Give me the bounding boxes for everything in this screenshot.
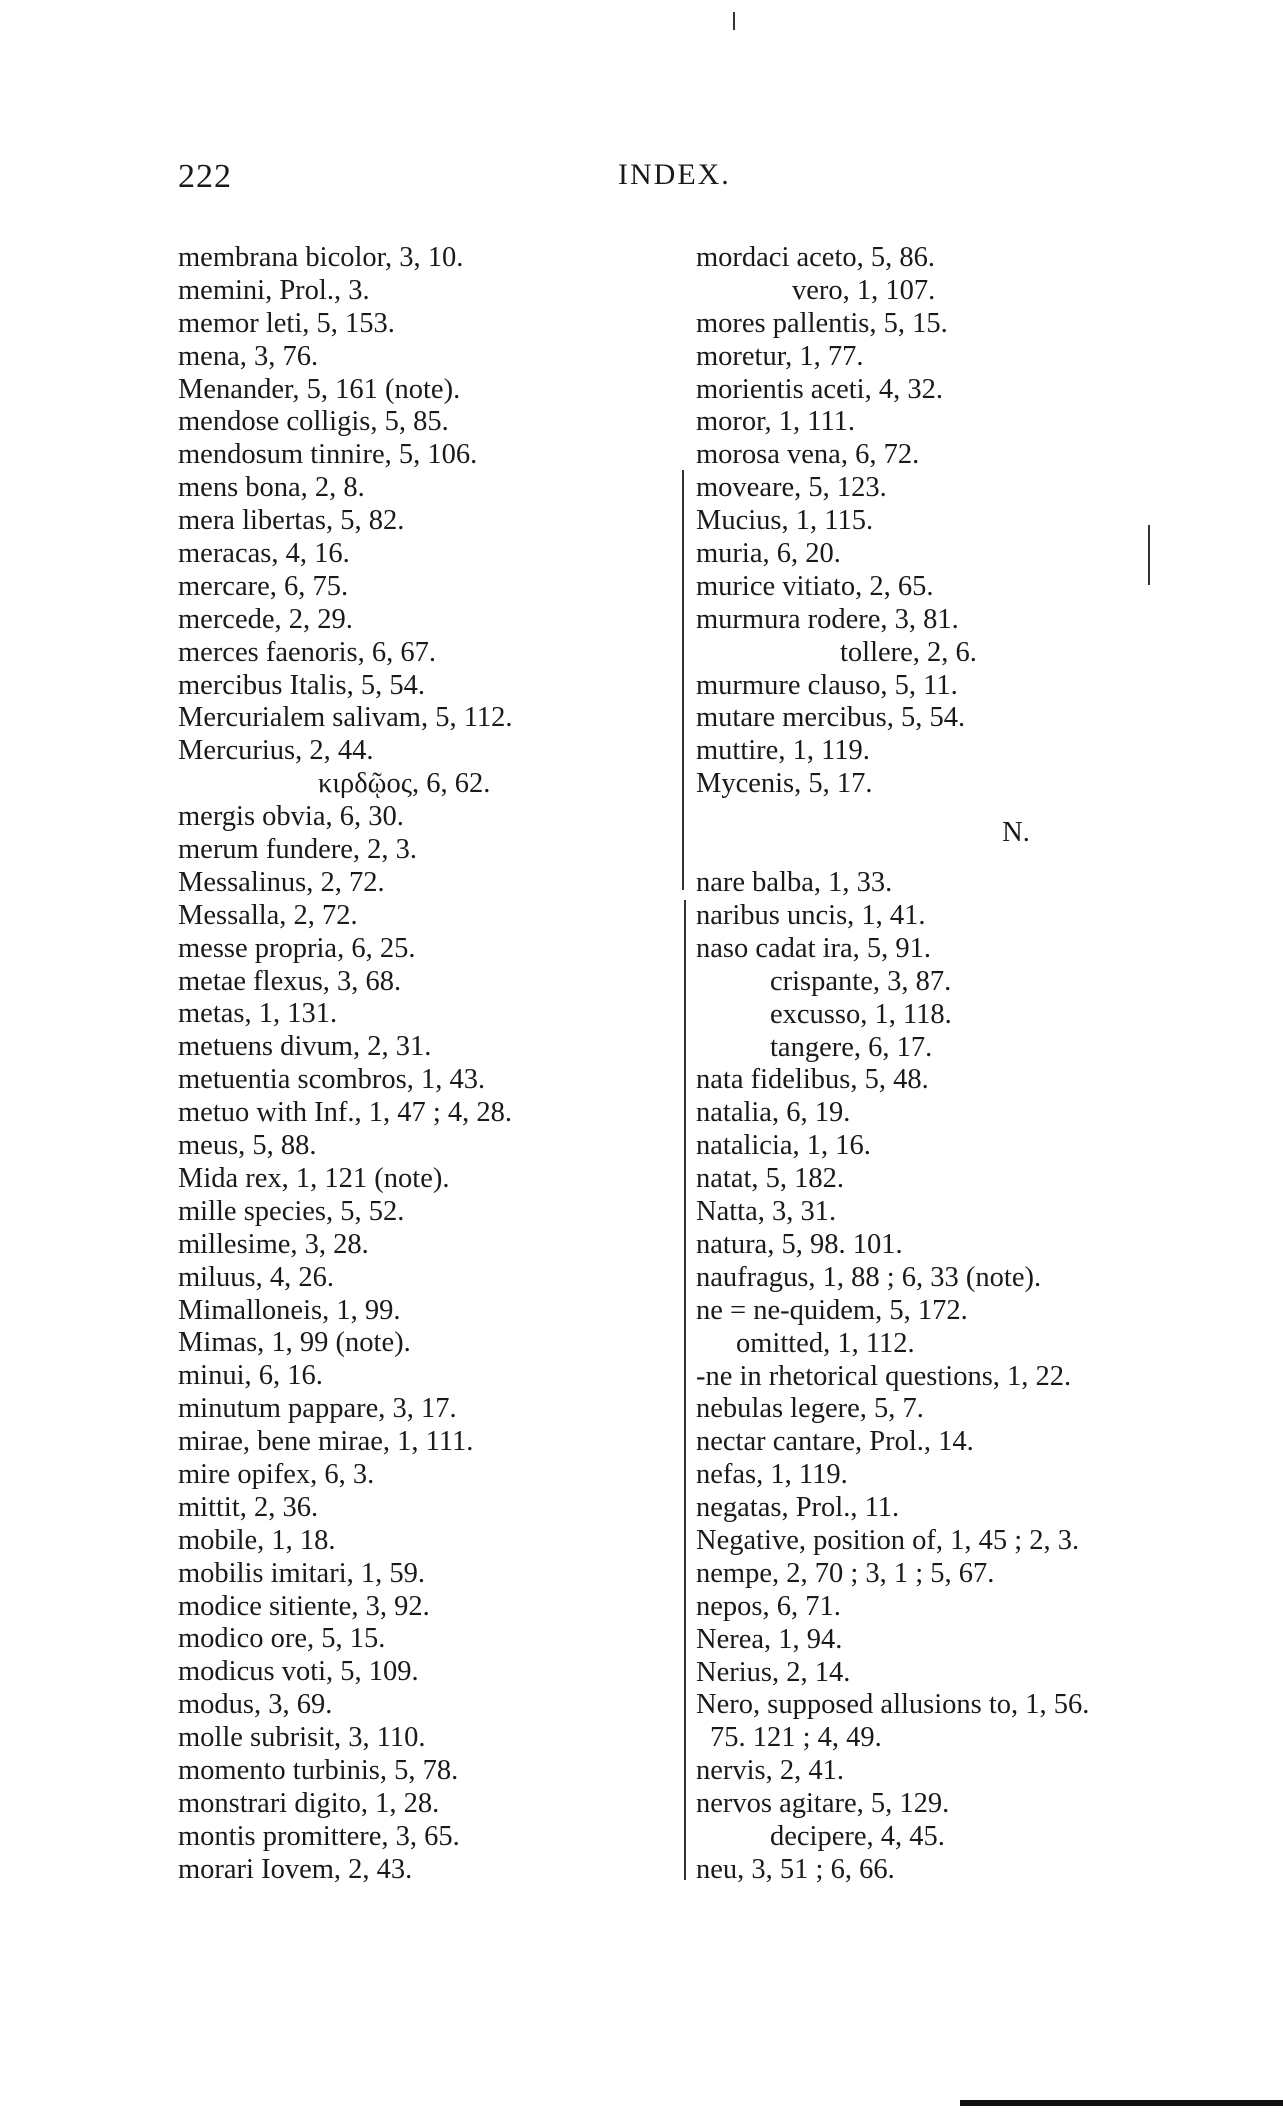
index-entry: muria, 6, 20. — [696, 538, 841, 570]
index-entry: meracas, 4, 16. — [178, 538, 350, 570]
gutter-rule — [684, 900, 686, 1880]
index-entry: monstrari digito, 1, 28. — [178, 1787, 440, 1819]
index-entry: negatas, Prol., 11. — [696, 1492, 900, 1524]
index-entry: miluus, 4, 26. — [178, 1261, 334, 1293]
index-subentry: tollere, 2, 6. — [840, 636, 977, 668]
index-entry: memor leti, 5, 153. — [178, 307, 395, 339]
index-entry: mens bona, 2, 8. — [178, 472, 365, 504]
scan-mark — [733, 12, 735, 30]
index-entry: nervis, 2, 41. — [696, 1755, 845, 1787]
index-entry: naribus uncis, 1, 41. — [696, 900, 926, 932]
index-entry: muttire, 1, 119. — [696, 735, 870, 767]
index-subentry: omitted, 1, 112. — [736, 1327, 915, 1359]
index-entry: nepos, 6, 71. — [696, 1590, 841, 1622]
index-entry: Mucius, 1, 115. — [696, 505, 874, 537]
index-entry: mordaci aceto, 5, 86. — [696, 242, 935, 273]
index-entry: mille species, 5, 52. — [178, 1195, 405, 1227]
index-entry: Mercurialem salivam, 5, 112. — [178, 702, 513, 734]
index-entry: nata fidelibus, 5, 48. — [696, 1064, 929, 1096]
index-entry: Mycenis, 5, 17. — [696, 768, 873, 800]
index-entry: Messalla, 2, 72. — [178, 899, 358, 931]
index-entry: nervos agitare, 5, 129. — [696, 1788, 950, 1820]
index-entry: meus, 5, 88. — [178, 1130, 317, 1162]
index-entry: nectar cantare, Prol., 14. — [696, 1426, 974, 1458]
index-subentry: decipere, 4, 45. — [770, 1820, 945, 1852]
section-heading-n: N. — [1002, 817, 1030, 849]
index-entry: nempe, 2, 70 ; 3, 1 ; 5, 67. — [696, 1557, 995, 1589]
index-entry: merum fundere, 2, 3. — [178, 834, 418, 866]
index-entry: natalicia, 1, 16. — [696, 1130, 871, 1162]
index-entry: Mercurius, 2, 44. — [178, 735, 374, 767]
index-subentry: tangere, 6, 17. — [770, 1031, 933, 1063]
index-entry: nebulas legere, 5, 7. — [696, 1393, 924, 1425]
index-entry: murmura rodere, 3, 81. — [696, 603, 959, 635]
index-entry: modice sitiente, 3, 92. — [178, 1590, 430, 1622]
index-entry: nefas, 1, 119. — [696, 1459, 848, 1491]
index-entry: montis promittere, 3, 65. — [178, 1820, 460, 1852]
index-entry: mercare, 6, 75. — [178, 570, 349, 602]
index-entry: mobilis imitari, 1, 59. — [178, 1557, 425, 1589]
index-entry: modicus voti, 5, 109. — [178, 1656, 419, 1688]
scan-edge — [960, 2100, 1283, 2106]
index-entry: Natta, 3, 31. — [696, 1196, 837, 1228]
index-entry: metae flexus, 3, 68. — [178, 965, 402, 997]
index-entry: nare balba, 1, 33. — [696, 867, 893, 899]
index-entry: mobile, 1, 18. — [178, 1524, 336, 1556]
index-column-right — [696, 242, 1216, 1887]
index-entry: ne = ne-quidem, 5, 172. — [696, 1294, 968, 1326]
index-entry: messe propria, 6, 25. — [178, 932, 416, 964]
index-entry: morari Iovem, 2, 43. — [178, 1853, 413, 1885]
index-entry: mercede, 2, 29. — [178, 603, 353, 635]
index-entry: moretur, 1, 77. — [696, 340, 864, 372]
index-entry: naufragus, 1, 88 ; 6, 33 (note). — [696, 1261, 1042, 1293]
index-entry: Mida rex, 1, 121 (note). — [178, 1162, 450, 1194]
index-entry: mittit, 2, 36. — [178, 1491, 319, 1523]
index-entry-continuation: 75. 121 ; 4, 49. — [710, 1722, 882, 1754]
gutter-rule — [682, 470, 684, 890]
index-entry: molle subrisit, 3, 110. — [178, 1722, 426, 1754]
index-column-left — [178, 242, 658, 1887]
gutter-rule — [1148, 525, 1150, 585]
index-entry: metuentia scombros, 1, 43. — [178, 1064, 486, 1096]
index-entry: Nero, supposed allusions to, 1, 56. — [696, 1689, 1090, 1721]
index-entry: Mimas, 1, 99 (note). — [178, 1327, 411, 1359]
running-head: INDEX. — [618, 158, 731, 191]
index-entry: Messalinus, 2, 72. — [178, 866, 385, 898]
index-entry-greek: κιρδῷος, 6, 62. — [318, 768, 491, 800]
index-entry: -ne in rhetorical questions, 1, 22. — [696, 1360, 1072, 1392]
index-entry: mercibus Italis, 5, 54. — [178, 669, 425, 701]
index-entry: natura, 5, 98. 101. — [696, 1228, 903, 1260]
page-number: 222 — [178, 158, 232, 195]
index-entry: mutare mercibus, 5, 54. — [696, 702, 966, 734]
index-entry: natalia, 6, 19. — [696, 1097, 851, 1129]
index-subentry: excusso, 1, 118. — [770, 998, 952, 1030]
index-entry: Mimalloneis, 1, 99. — [178, 1294, 401, 1326]
index-entry: natat, 5, 182. — [696, 1163, 845, 1195]
index-entry: modus, 3, 69. — [178, 1689, 333, 1721]
index-entry: murmure clauso, 5, 11. — [696, 669, 958, 701]
index-entry: Negative, position of, 1, 45 ; 2, 3. — [696, 1524, 1080, 1556]
index-entry: mendosum tinnire, 5, 106. — [178, 439, 478, 471]
index-entry: momento turbinis, 5, 78. — [178, 1754, 459, 1786]
index-entry: morosa vena, 6, 72. — [696, 439, 920, 471]
index-entry: minui, 6, 16. — [178, 1360, 323, 1392]
index-entry: metuens divum, 2, 31. — [178, 1031, 432, 1063]
index-entry: mores pallentis, 5, 15. — [696, 307, 948, 339]
index-entry: Nerea, 1, 94. — [696, 1623, 843, 1655]
index-entry: membrana bicolor, 3, 10. — [178, 242, 464, 273]
index-entry: mirae, bene mirae, 1, 111. — [178, 1426, 474, 1458]
index-entry: metuo with Inf., 1, 47 ; 4, 28. — [178, 1097, 513, 1129]
index-subentry: crispante, 3, 87. — [770, 965, 952, 997]
index-entry: metas, 1, 131. — [178, 998, 338, 1030]
index-entry: mena, 3, 76. — [178, 340, 319, 372]
index-entry: naso cadat ira, 5, 91. — [696, 932, 932, 964]
index-entry: modico ore, 5, 15. — [178, 1623, 386, 1655]
index-entry: morientis aceti, 4, 32. — [696, 373, 943, 405]
index-entry: Menander, 5, 161 (note). — [178, 373, 461, 405]
index-entry: mera libertas, 5, 82. — [178, 505, 405, 537]
index-entry: memini, Prol., 3. — [178, 274, 370, 306]
index-entry: mire opifex, 6, 3. — [178, 1458, 375, 1490]
index-entry: Nerius, 2, 14. — [696, 1656, 851, 1688]
index-entry: merces faenoris, 6, 67. — [178, 636, 436, 668]
index-entry: moveare, 5, 123. — [696, 472, 887, 504]
index-entry: mergis obvia, 6, 30. — [178, 801, 404, 833]
index-entry: minutum pappare, 3, 17. — [178, 1393, 457, 1425]
index-entry: neu, 3, 51 ; 6, 66. — [696, 1853, 895, 1885]
index-entry: mendose colligis, 5, 85. — [178, 406, 449, 438]
index-entry: moror, 1, 111. — [696, 406, 856, 438]
index-entry: murice vitiato, 2, 65. — [696, 570, 934, 602]
index-subentry: vero, 1, 107. — [792, 274, 936, 306]
index-entry: millesime, 3, 28. — [178, 1228, 369, 1260]
